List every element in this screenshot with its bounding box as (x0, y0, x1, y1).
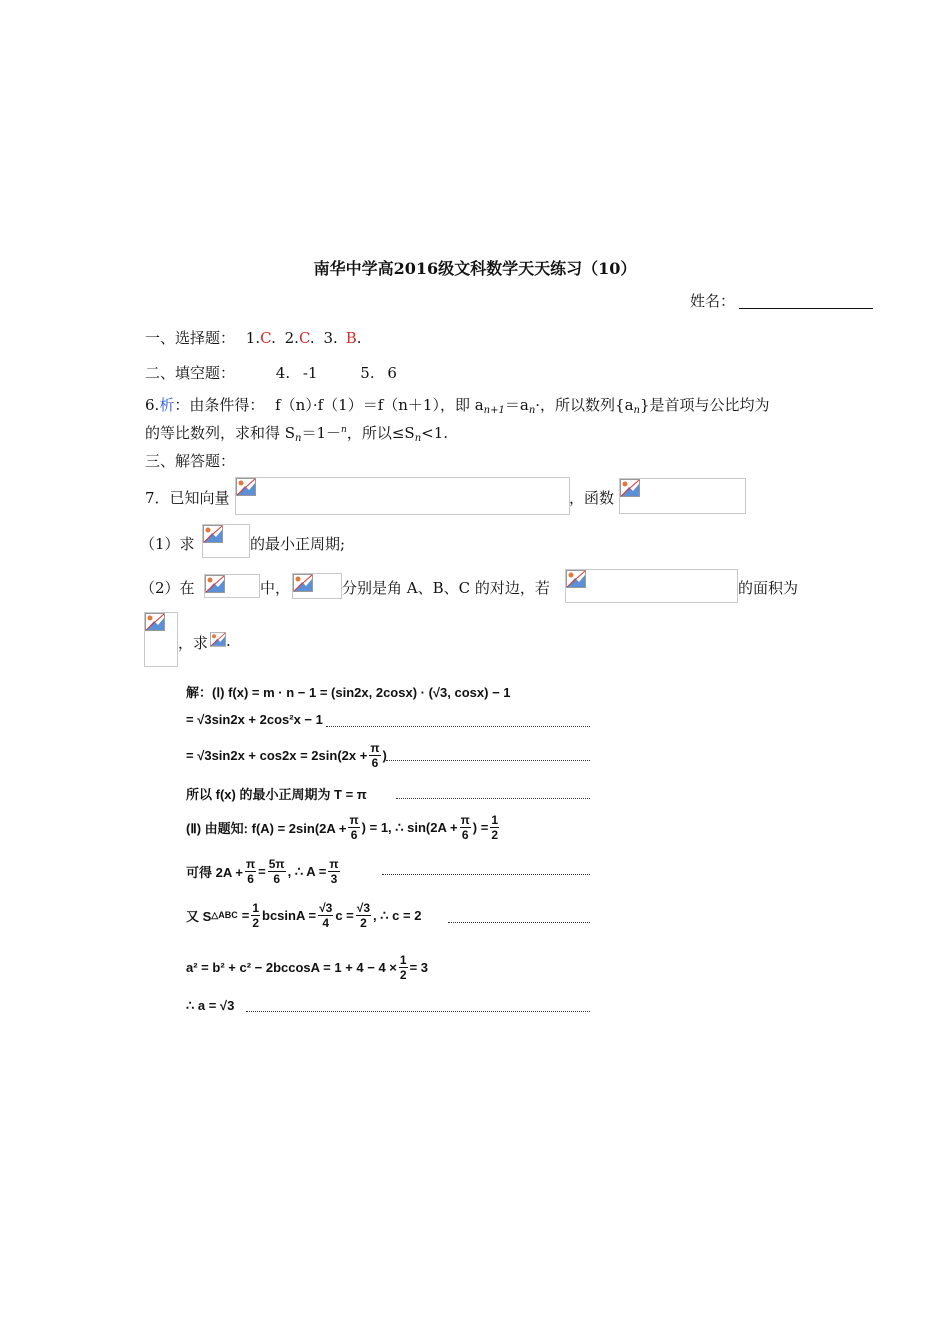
sol-line-8 (186, 954, 428, 981)
q3-end: . (356, 329, 362, 347)
frac-num: π (329, 857, 339, 871)
sol-l3-a: = √3sin2x + cos2x = 2sin(2x + (186, 748, 368, 763)
q6-line2-sub-b: n (414, 433, 422, 444)
sol-l3-b: ) (382, 748, 387, 763)
q7-p2-a: （2）在 (140, 579, 195, 597)
broken-image-icon (210, 632, 226, 647)
sol-dots-9 (246, 1011, 590, 1012)
sol-line-9: ∴ a = √3 (186, 998, 235, 1013)
sol-l5-a: (Ⅱ) 由题知: f(A) = 2sin(2A + (186, 821, 347, 836)
sol-l7-e: , ∴ c = 2 (373, 907, 422, 923)
sol-frac-1-2-b (251, 902, 260, 929)
sol-frac-r3-2 (356, 902, 371, 929)
sol-l5-b: ) = 1, ∴ sin(2A + (361, 819, 458, 835)
sol-dots-4 (396, 798, 590, 799)
sol-frac-pi-6-b (348, 814, 359, 841)
frac-den: 6 (461, 828, 469, 842)
broken-image-area (144, 612, 178, 667)
frac-den: 2 (252, 916, 259, 930)
sol-l7-b: = (241, 908, 250, 923)
broken-image-fx (202, 524, 250, 558)
q2-end: . (309, 329, 315, 347)
sol-line-7 (186, 902, 421, 929)
name-field[interactable] (690, 290, 873, 311)
broken-image-icon (620, 479, 640, 497)
broken-image-icon (203, 525, 223, 543)
frac-num: π (245, 857, 256, 871)
q6-text-1: ：由条件得： (174, 396, 265, 414)
frac-den: 3 (330, 872, 338, 886)
sol-l7-c: bcsinA = (262, 908, 317, 923)
frac-num: 5π (268, 857, 285, 871)
sol-dots-6 (382, 874, 590, 875)
sol-l7-sub: △ABC (211, 910, 238, 920)
frac-den: 2 (399, 968, 407, 982)
q5-answer: 6 (387, 364, 397, 382)
section-choice-label: 一、选择题： (145, 329, 236, 347)
sol-dots-3 (386, 760, 590, 761)
q6-line2-b: ＝1－ (301, 424, 342, 442)
frac-den: 6 (350, 828, 358, 842)
sol-l8-b: = 3 (409, 960, 429, 975)
q4-num: 4. (275, 364, 291, 382)
sol-l7-d: c = (335, 908, 354, 923)
q1-answer: C (260, 329, 272, 347)
sol-l7-a: 又 S (186, 909, 212, 924)
q6-line2 (145, 422, 448, 444)
sol-line-3 (186, 742, 387, 769)
sol-dots-2 (326, 726, 590, 727)
q6-text-3: ＝a (504, 396, 529, 414)
frac-num: 1 (252, 901, 259, 915)
broken-image-triangle (204, 574, 260, 598)
name-label: 姓名： (690, 292, 736, 310)
sol-l5-c: ) = (472, 820, 489, 835)
sol-frac-pi-6 (369, 742, 380, 769)
sol-line-1: 解：(Ⅰ) f(x) = m · n − 1 = (sin2x, 2cosx) · (√3, cosx) − 1 (186, 685, 511, 700)
q6-line2-c: ，所以≤S (346, 424, 415, 442)
q4-answer: -1 (302, 364, 318, 382)
frac-num: π (460, 813, 470, 827)
sol-l6-a: 可得 2A + (186, 865, 243, 880)
q7-p2-c: 分别是角 A、B、C 的对边，若 (342, 579, 550, 597)
sol-frac-pi-6-c (460, 814, 471, 841)
frac-num: π (370, 741, 380, 755)
broken-image-vectors (235, 477, 570, 515)
sol-frac-pi-3 (328, 858, 339, 885)
broken-image-condition (565, 569, 738, 603)
section-fill-label: 二、填空题： (145, 364, 236, 382)
sol-frac-r3-4 (318, 902, 333, 929)
frac-den: 2 (491, 828, 499, 842)
sol-l6-b: = (258, 864, 266, 879)
page-title: 南华中学高2016级文科数学天天练习（10） (313, 259, 637, 278)
frac-num: 1 (399, 953, 407, 967)
frac-den: 2 (360, 916, 367, 930)
q7-p1-a: （1）求 (140, 535, 195, 553)
broken-image-a (210, 632, 226, 648)
q6-line2-sub: n (295, 433, 302, 444)
frac-num: √3 (356, 901, 371, 915)
broken-image-icon (293, 574, 313, 592)
broken-image-sides (292, 573, 342, 599)
q6-line2-d: <1. (421, 424, 449, 442)
q7-p3-a: ，求 (178, 634, 209, 652)
sol-l8-a: a² = b² + c² − 2bccosA = 1 + 4 − 4 × (186, 960, 397, 975)
q6-text-4: ·，所以数列{a (535, 396, 634, 414)
q3-num: 3. (323, 329, 338, 347)
q2-num: 2. (284, 329, 299, 347)
q6-line2-a: 的等比数列，求和得 S (145, 424, 296, 442)
q6-sub-n1: n+1 (483, 405, 505, 416)
sol-frac-1-2-c (399, 954, 408, 981)
sol-line-5 (186, 814, 501, 841)
section-fill (145, 362, 397, 383)
q7-intro: 7．已知向量 (145, 489, 230, 507)
sol-line-6 (186, 858, 342, 885)
q6-text-2: f（n）·f（1）＝f（n＋1），即 a (275, 396, 484, 414)
q7-comma-func: ，函数 (569, 489, 615, 507)
frac-num: π (349, 813, 359, 827)
section-answer: 三、解答题： (145, 452, 236, 470)
q7-p1-b: 的最小正周期; (250, 535, 346, 553)
frac-den: 4 (322, 916, 330, 930)
broken-image-icon (236, 478, 256, 496)
q6-num: 6. (145, 396, 160, 414)
section-choice (145, 327, 362, 348)
q6-text-5: }是首项与公比均为 (639, 396, 770, 414)
broken-image-icon (205, 575, 225, 593)
frac-den: 6 (371, 756, 379, 770)
q7-p2-d: 的面积为 (738, 579, 799, 597)
sol-line-4: 所以 f(x) 的最小正周期为 T = π (186, 787, 367, 802)
sol-line-2: = √3sin2x + 2cos²x − 1 (186, 712, 323, 727)
broken-image-icon (566, 570, 586, 588)
frac-den: 6 (247, 872, 254, 886)
q7-p2-b: 中， (260, 579, 291, 597)
solution-block (186, 676, 591, 1021)
q5-num: 5. (360, 364, 375, 382)
q2-answer: C (298, 329, 310, 347)
q1-num: 1. (245, 329, 261, 347)
sol-dots-7 (448, 922, 590, 923)
sol-l6-c: , ∴ A = (287, 863, 327, 879)
q6-sub-n: n (528, 405, 536, 416)
broken-image-icon (145, 613, 165, 631)
q6-line1 (145, 394, 770, 416)
q6-sub-n-b: n (633, 405, 640, 416)
sol-frac-pi-6-d (245, 858, 256, 885)
sol-frac-5pi-6 (268, 858, 286, 885)
frac-den: 6 (273, 872, 281, 886)
q1-end: . (271, 329, 276, 347)
name-blank-line[interactable] (739, 294, 873, 309)
q6-analysis-label: 析 (159, 396, 175, 414)
q7-p3-b: . (226, 632, 231, 650)
sol-frac-1-2 (490, 814, 499, 841)
frac-num: √3 (319, 901, 333, 915)
q3-answer: B (345, 329, 357, 347)
broken-image-function (619, 478, 746, 514)
frac-num: 1 (491, 813, 499, 827)
q6-line2-sup: n (341, 425, 347, 435)
